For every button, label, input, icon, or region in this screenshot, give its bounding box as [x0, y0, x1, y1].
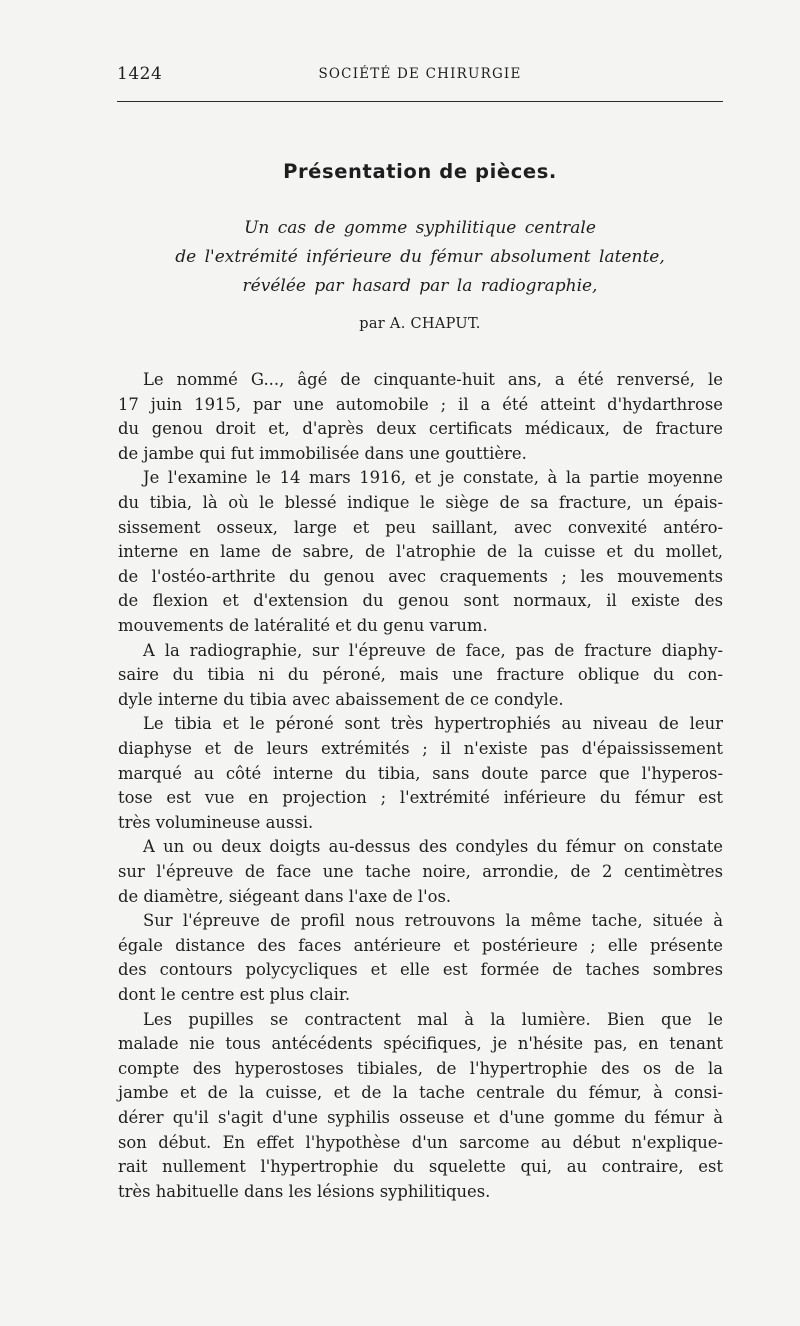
body-line: de l'ostéo-arthrite du genou avec craquements ; les mouvements — [118, 566, 723, 586]
body-line: de flexion et d'extension du genou sont normaux, il existe des — [118, 591, 723, 611]
body-line: tose est vue en projection ; l'extrémité inférieure du fémur est — [118, 788, 723, 808]
body-line: Le tibia et le péroné sont très hypertrophiés au niveau de leur — [143, 714, 723, 734]
body-line: A un ou deux doigts au-dessus des condyles du fémur on constate — [143, 837, 723, 857]
body-line: de jambe qui fut immobilisée dans une gouttière. — [118, 443, 527, 463]
body-line: dyle interne du tibia avec abaissement de ce condyle. — [118, 689, 564, 709]
body-line: très habituelle dans les lésions syphilitiques. — [118, 1181, 491, 1201]
body-line: saire du tibia ni du péroné, mais une fracture oblique du con- — [118, 665, 723, 685]
body-line: malade nie tous antécédents spécifiques, je n'hésite pas, en tenant — [118, 1034, 723, 1054]
body-line: très volumineuse aussi. — [118, 812, 314, 832]
body-line: Sur l'épreuve de profil nous retrouvons la même tache, située à — [143, 911, 723, 931]
article-title-line: de l'extrémité inférieure du fémur absolument latente, — [175, 247, 665, 267]
body-line: Les pupilles se contractent mal à la lumière. Bien que le — [143, 1009, 723, 1029]
body-line: interne en lame de sabre, de l'atrophie de la cuisse et du mollet, — [118, 542, 723, 562]
page-header — [117, 64, 723, 86]
body-line: des contours polycycliques et elle est formée de taches sombres — [118, 960, 723, 980]
body-line: Le nommé G..., âgé de cinquante-huit ans, a été renversé, le — [143, 370, 723, 389]
author-byline: par A. CHAPUT. — [359, 316, 481, 332]
body-line: jambe et de la cuisse, et de la tache centrale du fémur, à consi- — [118, 1083, 723, 1103]
body-line: A la radiographie, sur l'épreuve de face, pas de fracture diaphy- — [143, 640, 723, 660]
body-line: de diamètre, siégeant dans l'axe de l'os. — [118, 886, 452, 906]
body-line: rait nullement l'hypertrophie du squelette qui, au contraire, est — [118, 1157, 723, 1177]
body-line: du genou droit et, d'après deux certificats médicaux, de fracture — [118, 419, 723, 439]
body-line: son début. En effet l'hypothèse d'un sarcome au début n'explique- — [118, 1132, 723, 1152]
section-title: Présentation de pièces. — [283, 160, 557, 183]
body-line: dont le centre est plus clair. — [118, 985, 351, 1004]
running-head: SOCIÉTÉ DE CHIRURGIE — [318, 66, 522, 82]
body-line: compte des hyperostoses tibiales, de l'hypertrophie des os de la — [118, 1058, 723, 1078]
page-number: 1424 — [117, 64, 163, 84]
body-line: diaphyse et de leurs extrémités ; il n'existe pas d'épaississement — [118, 739, 723, 758]
article-title-line: révélée par hasard par la radiographie, — [242, 276, 598, 296]
body-line: dérer qu'il s'agit d'une syphilis osseuse et d'une gomme du fémur à — [118, 1108, 723, 1127]
body-line: Je l'examine le 14 mars 1916, et je constate, à la partie moyenne — [143, 468, 723, 488]
article-title-line: Un cas de gomme syphilitique centrale — [244, 218, 596, 238]
body-line: 17 juin 1915, par une automobile ; il a été atteint d'hydarthrose — [118, 394, 723, 414]
body-line: du tibia, là où le blessé indique le siège de sa fracture, un épais- — [118, 493, 723, 512]
header-rule — [117, 101, 723, 102]
body-line: égale distance des faces antérieure et postérieure ; elle présente — [118, 935, 723, 955]
body-line: sur l'épreuve de face une tache noire, arrondie, de 2 centimètres — [118, 862, 723, 881]
body-line: sissement osseux, large et peu saillant, avec convexité antéro- — [118, 517, 723, 537]
body-line: mouvements de latéralité et du genu varum. — [118, 616, 488, 635]
body-line: marqué au côté interne du tibia, sans doute parce que l'hyperos- — [118, 763, 723, 783]
